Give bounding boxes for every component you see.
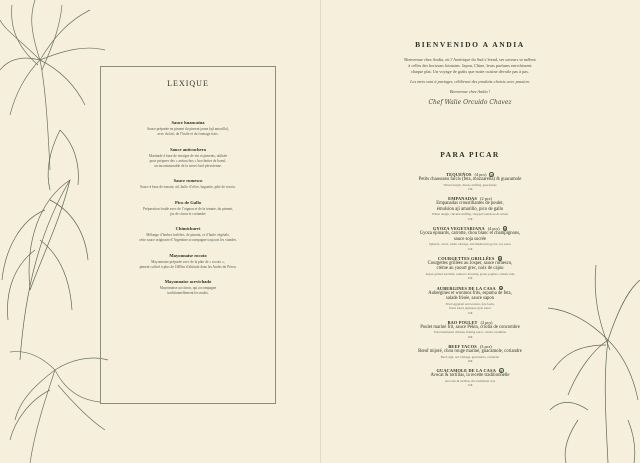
lexique-item xyxy=(107,226,269,243)
palm-illustration-bottom-left xyxy=(0,340,110,463)
lexique-item-name: Mayonnaise rocoto xyxy=(169,252,207,258)
menu-item-name: GYOZA VEGETARIANA xyxy=(432,225,485,231)
welcome-title: BIENVENIDO A ANDIA xyxy=(415,40,525,49)
welcome-greeting: Bienvenue chez Andia ! xyxy=(449,89,491,94)
menu-item-description: crème au yaourt grec, noix de cajou xyxy=(436,266,504,272)
menu-item xyxy=(372,320,568,340)
lexique-item-name: Sauce anticuchera xyxy=(170,146,206,152)
menu-item-description: sauce soja sucrée xyxy=(453,236,487,242)
menu-item-description: Empanadas croustillantes de poulet, xyxy=(436,201,504,207)
menu-item-pieces: (3 pcs) xyxy=(479,343,492,349)
menu-item-price: 13€ xyxy=(467,187,473,191)
menu-item-price: 16€ xyxy=(467,334,473,339)
menu-item-english: Fried marinated chicken, Peking sauce, criolla cucumber xyxy=(433,330,507,335)
menu-item-price: 15€ xyxy=(467,383,473,388)
lexique-item xyxy=(107,147,269,169)
menu-item-name: COURGETTES GRILLÉES xyxy=(437,255,495,261)
menu-item-price: 15€ xyxy=(467,246,473,251)
lexique-item xyxy=(107,253,269,270)
lexique-item xyxy=(107,178,269,190)
menu-item xyxy=(372,344,568,364)
menu-item-english: Spinach, carrot, white cabbage, and mushroom gyoza, soy sauce xyxy=(428,242,512,247)
menu-item xyxy=(372,196,568,221)
vegetarian-leaf-icon: ✿ xyxy=(500,369,503,374)
lexique-item xyxy=(107,279,269,296)
vegetarian-leaf-icon: ✿ xyxy=(499,286,503,291)
menu-item-pieces: (2 pcs) xyxy=(480,196,492,202)
welcome-paragraph: Bienvenue chez Andia, où l’Amérique du Sud s’étend, ses saveurs se mêlent à celles des horizons lointains. Japon, Chine, leurs parfums enrichissent chaque plat. Un voyage de goûts que notre cuisine dévoile pas à pas. xyxy=(404,57,536,74)
menu-item-price: 15€ xyxy=(467,216,473,221)
menu-item-price: 15€ xyxy=(467,276,473,281)
lexique-item-name: Mayonnaise acevichado xyxy=(164,279,212,284)
vegetarian-leaf-icon: ✿ xyxy=(490,173,493,178)
menu-item-english: Fried eggplant and wonton, feta foam, xyxy=(445,301,495,306)
menu-item-name: GUACAMOLE DE LA CASA xyxy=(436,368,496,374)
menu-item-pieces: (4 pcs) xyxy=(474,172,487,177)
lexique-item-desc: Mayonnaise au citron, qui accompagne traditionnellement les makis. xyxy=(159,286,217,295)
menu-item-description: Avocat & tortillas, la recette traditionnelle xyxy=(430,373,510,379)
menu-item-english: Avocado & tortillas, the traditional way xyxy=(444,378,496,383)
lexique-item-desc: Mayonnaise préparée avec de la pâte de « rocoto », piment cultivé à plus de 1600m d’altitude dans les Andes du Pérou. xyxy=(139,259,237,269)
lexique-item-desc: Préparation froide avec de l’oignon et de la tomate, du piment, jus de citron et coriandre xyxy=(142,206,233,216)
menu-item-english: Beef ragù, red cabbage, guacamole, coriander xyxy=(440,354,500,359)
menu-item xyxy=(372,172,568,192)
menu-item-english: Wheat dough, cheese stuffing, guacamole xyxy=(443,182,497,187)
menu-item-price: 15€ xyxy=(467,310,473,315)
menu-item xyxy=(372,286,568,316)
menu-item-name: EMPANADAS xyxy=(448,196,478,202)
lexique-item-desc: Sauce préparée en piment du piment jaune (ají amarillo), avec du lait, de l’huile et du fromage frais. xyxy=(147,127,229,136)
vegetarian-leaf-icon: ✿ xyxy=(498,257,502,261)
banana-leaf-illustration-left xyxy=(0,90,90,360)
menu-item-name: TEQUEÑOS xyxy=(446,172,472,177)
para-picar-title: PARA PICAR xyxy=(440,150,500,159)
menu-item-pieces: (2 pcs) xyxy=(480,319,493,325)
lexique-item-name: Pico de Gallo xyxy=(174,199,202,205)
menu-item-description: salade frisée, sauce sapon xyxy=(445,296,495,302)
lexique-item xyxy=(107,200,269,217)
lexique-item-desc: Mélange d’herbes fraîches, de piment, et d’huile végétale, cette sauce originaire d’Argentine accompagne toujours les viandes. xyxy=(139,233,237,242)
menu-item-description: Poulet mariné frit, sauce Pékin, criolla de concombre xyxy=(420,324,520,330)
menu-item-english: Josper-grilled zucchini, romesco dressing, greek yoghurt, cashew nuts xyxy=(425,271,515,276)
menu-item xyxy=(372,226,568,251)
lexique-panel xyxy=(100,66,276,404)
para-picar-menu xyxy=(372,172,568,392)
lexique-item-desc: Sauce à base de tomate, ail, huile d’olive, baguette, pâte de rocoto. xyxy=(140,185,236,189)
menu-item-description: Courgettes grillées au Josper, sauce romesco, xyxy=(427,260,513,266)
menu-item-description: Gyoza épinards, carrotte, chou blanc et champignons, xyxy=(419,230,521,236)
lexique-item xyxy=(107,120,269,137)
lexique-item-desc: Marinade à base de vinaigre de vin et piments, utilisée pour préparer des « anticuchos » brochettes de boeuf, un incontournable de la street food péruvienne. xyxy=(148,153,228,168)
menu-item-english: Wheat dough, chicken stuffing, chopped tomatoes & onions xyxy=(431,212,509,217)
menu-item-pieces: (4 pcs) xyxy=(487,225,500,231)
menu-item xyxy=(372,256,568,281)
menu-item-description: Petits chaussons farcis (feta, mozzarella) & guacamole xyxy=(418,177,522,182)
lexique-item-name: Sauce huancaína xyxy=(171,120,205,125)
menu-item-price: 16€ xyxy=(467,358,473,363)
menu-item-name: BEEF TACOS xyxy=(448,343,477,349)
welcome-sharing-note: Les mets sont à partager, célébrant des produits choisis avec passion. xyxy=(410,79,530,84)
lexique-title: LEXIQUE xyxy=(167,79,209,88)
lexique-item-name: Chimichurri xyxy=(175,226,201,231)
welcome-section xyxy=(360,40,580,106)
menu-item xyxy=(372,368,568,388)
lexique-item-name: Sauce romesco xyxy=(173,178,203,183)
menu-item-description: Aubergines et wontons frits, espuma de feta, xyxy=(428,290,512,296)
menu-item-name: AUBERGINES DE LA CASA xyxy=(436,285,496,291)
menu-item-english: frisée salad, japanese-style sauce xyxy=(449,306,491,311)
menu-item-name: BAO POULET xyxy=(447,319,478,325)
menu-item-description: émulsion ají amarillo, pico de gallo xyxy=(436,206,504,212)
chef-signature: Chef Walie Orcuido Chavez xyxy=(428,99,512,106)
menu-item-description: Bœuf mijoté, chou rouge mariné, guacamole, coriandre xyxy=(418,348,522,354)
vegetarian-leaf-icon: ✿ xyxy=(503,227,507,232)
